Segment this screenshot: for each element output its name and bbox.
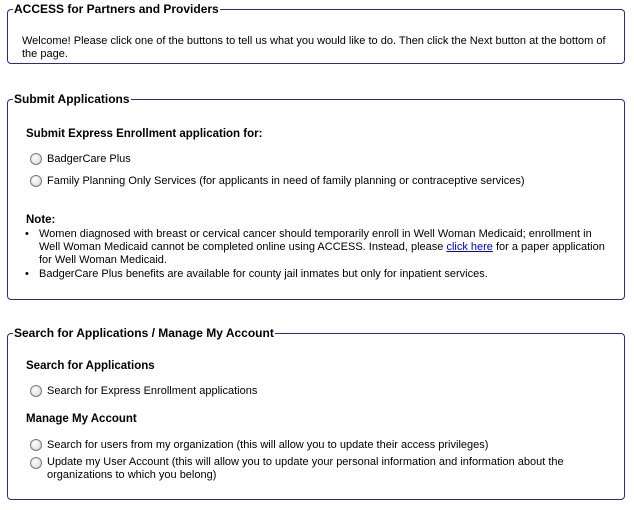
note-label: Note: <box>26 214 56 226</box>
welcome-text: Welcome! Please click one of the buttons to tell us what you would like to do. Then click the Next button at the bottom of the page. <box>22 35 606 60</box>
radio-option-search-express[interactable] <box>30 384 257 398</box>
bullet-icon: • <box>25 268 29 280</box>
search-applications-heading: Search for Applications <box>26 360 155 372</box>
radio-option-update-account[interactable] <box>30 456 590 482</box>
note-item-well-woman <box>23 228 613 267</box>
submit-heading: Submit Express Enrollment application for: <box>26 128 263 140</box>
notes-list <box>23 228 613 282</box>
radio-option-badgercare-plus[interactable] <box>30 152 131 166</box>
submit-legend: Submit Applications <box>14 92 130 106</box>
search-express-radio[interactable] <box>30 385 42 397</box>
search-legend: Search for Applications / Manage My Account <box>14 326 274 340</box>
search-express-label: Search for Express Enrollment applications <box>47 385 258 397</box>
search-users-radio[interactable] <box>30 439 42 451</box>
family-planning-label: Family Planning Only Services (for applicants in need of family planning or contraceptive services) <box>47 175 525 187</box>
update-account-radio[interactable] <box>30 457 42 469</box>
note1-text-after: for a paper application for Well Woman Medicaid. <box>39 241 605 266</box>
click-here-link[interactable]: click here <box>446 241 493 253</box>
intro-legend: ACCESS for Partners and Providers <box>14 2 219 16</box>
note-item-jail-inmates <box>23 268 613 281</box>
submit-applications-section <box>7 92 625 300</box>
update-account-label: Update my User Account (this will allow you to update your personal information and information about the organizations to which you belong) <box>47 456 564 481</box>
family-planning-radio[interactable] <box>30 175 42 187</box>
note1-text-before: Women diagnosed with breast or cervical cancer should temporarily enroll in Well Woman Medicaid; enrollment in Well Woman Medicaid cannot be completed online using ACCESS. Instead, please <box>39 228 592 253</box>
radio-option-search-users[interactable] <box>30 438 488 452</box>
search-manage-section <box>7 326 625 500</box>
bullet-icon: • <box>25 228 29 240</box>
note2-text: BadgerCare Plus benefits are available for county jail inmates but only for inpatient services. <box>39 268 488 280</box>
badgercare-plus-radio[interactable] <box>30 153 42 165</box>
manage-account-heading: Manage My Account <box>26 413 137 425</box>
search-users-label: Search for users from my organization (this will allow you to update their access privileges) <box>47 439 489 451</box>
radio-option-family-planning[interactable] <box>30 174 525 188</box>
badgercare-plus-label: BadgerCare Plus <box>47 153 131 165</box>
intro-section <box>7 2 625 64</box>
